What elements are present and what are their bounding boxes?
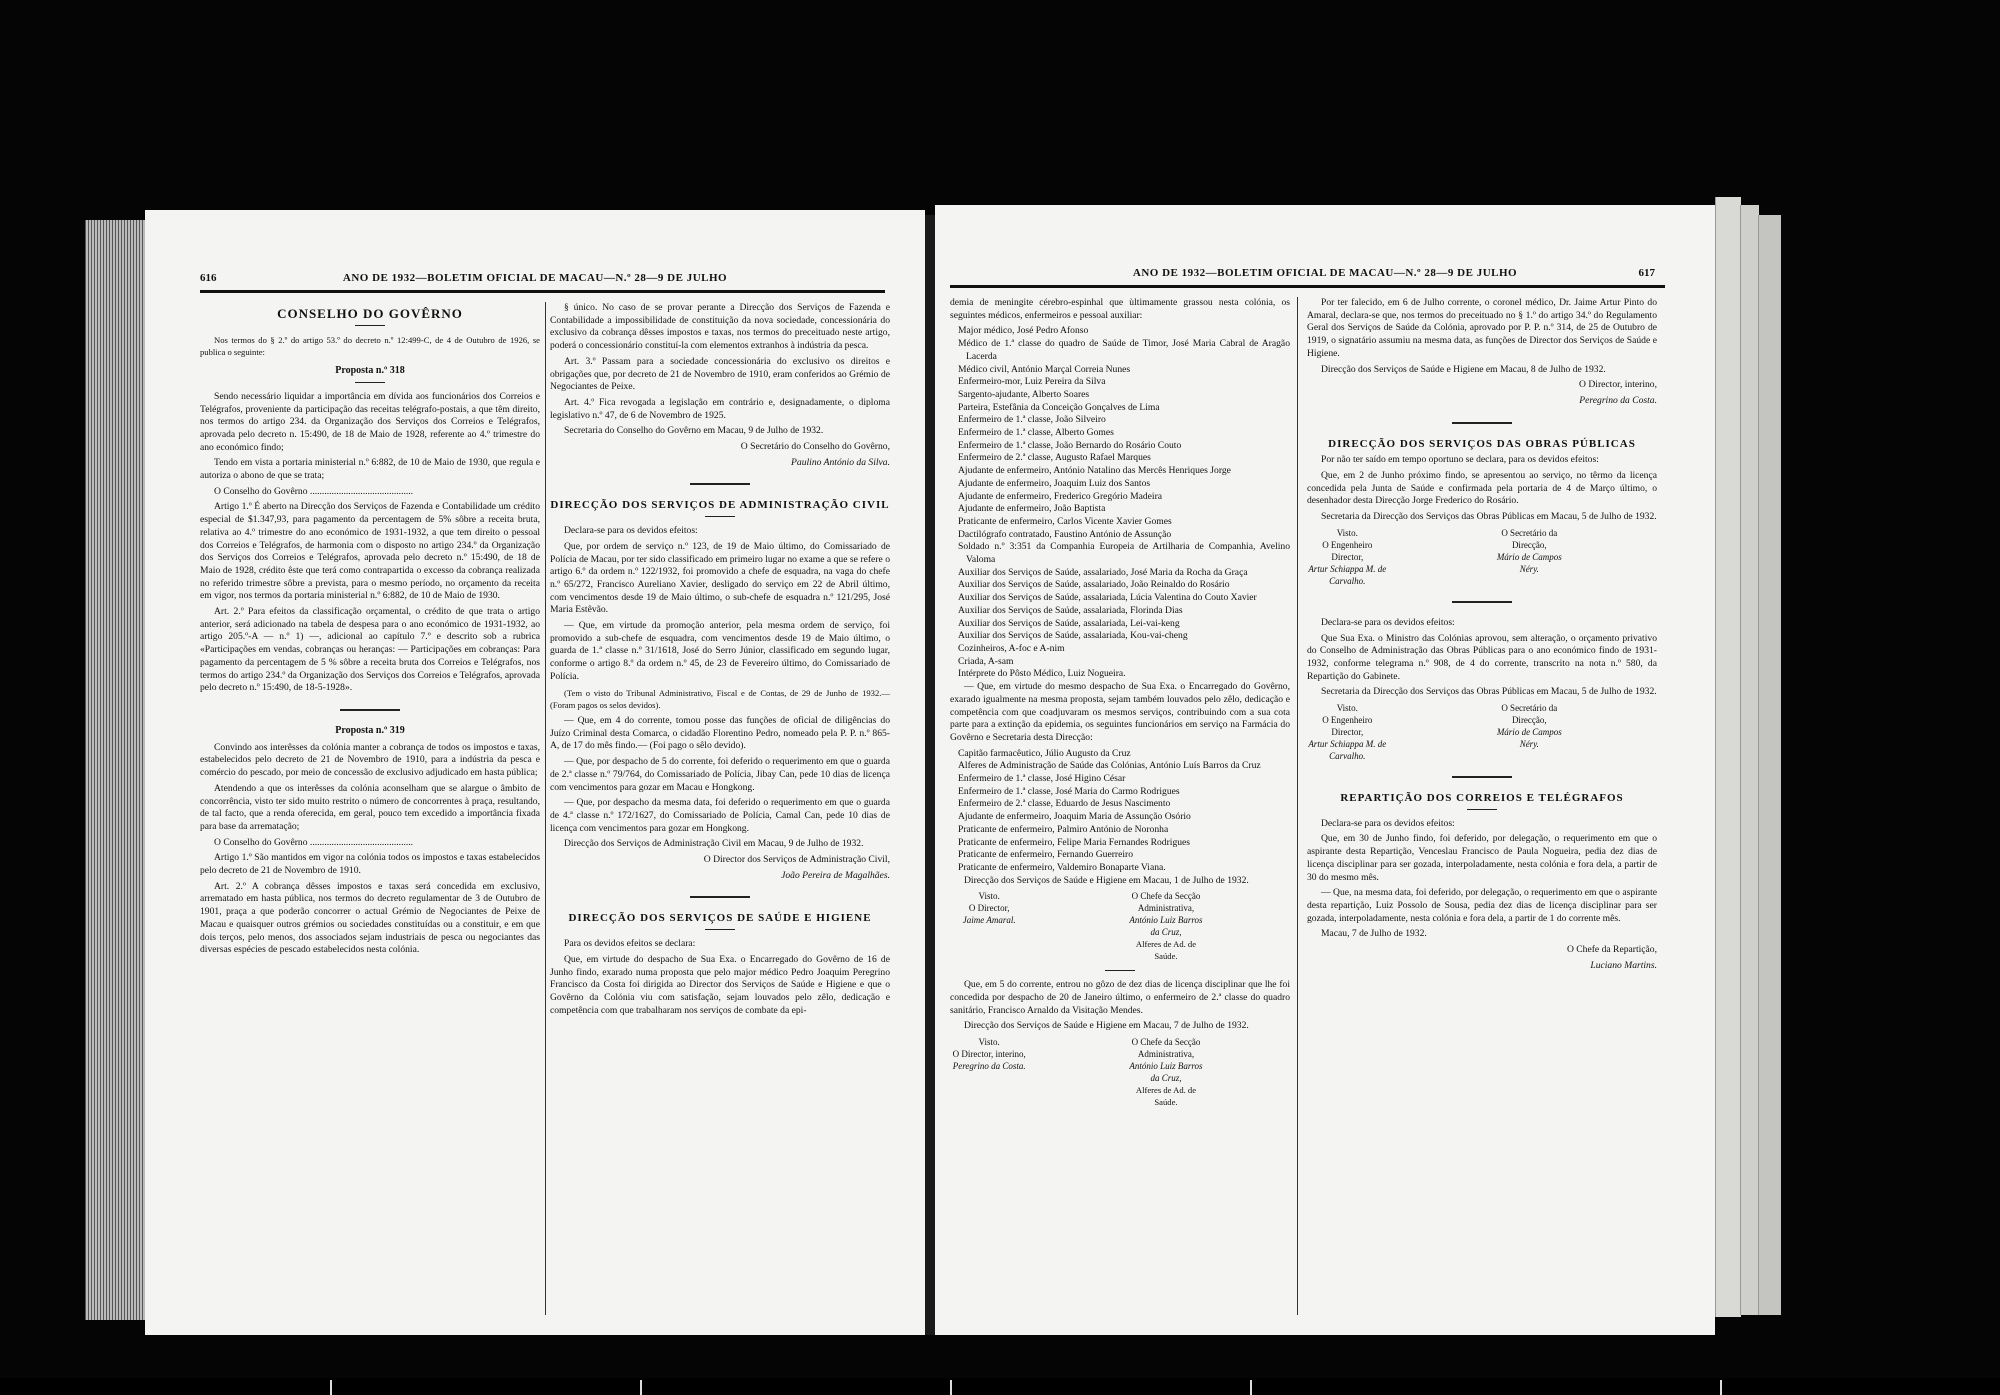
staff-entry: Soldado n.º 3:351 da Companhia Europeia de Artilharia de Companhia, Avelino Valoma [958, 541, 1290, 566]
staff-entry: Enfermeiro de 2.ª classe, Eduardo de Jesus Nascimento [958, 798, 1171, 810]
paragraph: Que, em 2 de Junho próximo findo, se apresentou ao serviço, no têrmo da licença concedida pela Junta de Saúde e confirmada pela portaria de 4 de Março último, o desenhador desta Direcção Jorge Frederico do Rosário. [1307, 470, 1657, 507]
staff-entry: Parteira, Estefânia da Conceição Gonçalves de Lima [958, 401, 1160, 413]
paragraph: Que, em 5 do corrente, entrou no gôzo de dez dias de licença disciplinar que lhe foi concedida por despacho de 20 de Janeiro último, o enfermeiro de 2.ª classe do quadro sanitário, Francisco Arnaldo da Visitação Mendes. [950, 979, 1290, 1016]
signature-role: O Secretário do Conselho do Govêrno, [740, 441, 890, 453]
staff-entry: Major médico, José Pedro Afonso [958, 325, 1089, 337]
signature-name: Mário de Campos Néry. [1496, 727, 1562, 750]
signature-role: O Director dos Serviços de Administração Civil, [703, 854, 890, 866]
page-number: 617 [1638, 267, 1655, 279]
right-page-header [935, 267, 1715, 281]
staff-entry: Enfermeiro de 1.ª classe, José Higino César [958, 773, 1126, 785]
staff-entry: Auxiliar dos Serviços de Saúde, assalariado, João Reinaldo do Rosário [958, 579, 1230, 591]
paragraph: demia de meningite cérebro-espinhal que ùltimamente grassou nesta colónia, os seguintes médicos, enfermeiros e pessoal auxiliar: [950, 297, 1290, 321]
staff-entry: Sargento-ajudante, Alberto Soares [958, 388, 1090, 400]
paragraph: Tendo em vista a portaria ministerial n.º 6:882, de 10 de Maio de 1930, que regula e autoriza o abono de que se trata; [200, 457, 540, 482]
signature-name: Peregrino da Costa. [952, 1061, 1026, 1072]
page-edge [1758, 215, 1781, 1315]
staff-entry: Ajudante de enfermeiro, Joaquim Luiz dos Santos [958, 477, 1151, 489]
right-page [935, 205, 1715, 1335]
signature-name: Luciano Martins. [1590, 959, 1657, 971]
signature-block [950, 1036, 1290, 1108]
left-page [145, 210, 925, 1335]
staff-entry: Auxiliar dos Serviços de Saúde, assalariada, Florinda Dias [958, 604, 1183, 616]
column-rule [1297, 297, 1298, 1315]
paragraph: Por não ter saído em tempo oportuno se declara, para os devidos efeitos: [1321, 454, 1599, 466]
signature-role: O Director, interino, [1579, 379, 1657, 391]
paragraph: — Que, por despacho da mesma data, foi deferido o requerimento em que o guarda de 4.ª classe n.º 172/1627, do Comissariado de Polícia, Camal Can, pede 10 dias de licença com vencimentos para gozar em Hongkong. [550, 797, 890, 834]
right-column-2 [1307, 297, 1657, 976]
section-title: DIRECÇÃO DOS SERVIÇOS DAS OBRAS PÚBLICAS [1328, 437, 1636, 450]
visto: Visto. [978, 1037, 1000, 1048]
scan-mark [1720, 1380, 1722, 1395]
page-edge [1715, 197, 1741, 1317]
visto: Visto. [1336, 527, 1358, 538]
divider [690, 896, 750, 898]
visto: Visto. [978, 891, 1000, 902]
divider [1467, 809, 1497, 810]
paragraph: Declara-se para os devidos efeitos: [1321, 616, 1455, 628]
divider [705, 929, 735, 930]
staff-entry: Alferes de Administração de Saúde das Colónias, António Luís Barros da Cruz [958, 760, 1261, 772]
paragraph: O Conselho do Govêrno ........................................... [214, 836, 414, 848]
paragraph: O Conselho do Govêrno ........................................... [214, 485, 414, 497]
signature-role: O Chefe da Repartição, [1566, 944, 1657, 956]
paragraph: Convindo aos interêsses da colónia manter a cobrança de todos os impostos e taxas, estabelecidos pelo decreto de 21 de Novembro de 1910, para a indústria da pesca e comércio do pescado, por meio de concessão de exclusivo adjudicado em hasta pública; [200, 741, 540, 779]
signature-rank: Alferes de Ad. de Saúde. [1135, 939, 1197, 962]
divider [1452, 422, 1512, 424]
paragraph: Que, em 30 de Junho findo, foi deferido, por delegação, o requerimento em que o aspirante desta Repartição, Venceslau Francisco de Paula Nogueira, pedia dez dias de licença disciplinar para ser gozada, interpoladamente, nesta colónia e fora dela, a partir de 30 do mesmo mês. [1307, 833, 1657, 883]
signature-role: O Engenheiro Director, [1322, 715, 1373, 738]
running-head: ANO DE 1932—BOLETIM OFICIAL DE MACAU—N.º 28—9 DE JULHO [342, 272, 728, 284]
paragraph: Art. 2.º A cobrança dêsses impostos e taxas será concedida em exclusivo, arrematado em hasta pública, nos termos do decreto regulamentar de 3 de Outubro de 1901, praça a que poderão concorrer o actual Grémio de Negociantes de Peixe de Macau e quaisquer outros grémios ou sociedades constituídas ou a constituir, e em que dois terços, pelo menos, dos associados sejam industriais de pesca ou negociantes das diversas espécies de pescado estabelecidos nesta colónia. [200, 880, 540, 956]
staff-entry: Enfermeiro de 1.ª classe, Alberto Gomes [958, 427, 1114, 439]
paragraph: Que, por ordem de serviço n.º 123, de 19 de Maio último, do Comissariado de Polícia de Macau, por ter sido classificado em primeiro lugar no exame a que se refere o artigo 6.º da ordem n.º 122/1932, foi promovido a chefe de esquadra, na vaga do chefe n.º 65/272, Francisco Aureliano Xavier, desligado do serviço em 22 de Abril último, com vencimentos desde 19 de Maio último, o sub-chefe de esquadra n.º 121/295, José Maria Estêvão. [550, 540, 890, 616]
running-head: ANO DE 1932—BOLETIM OFICIAL DE MACAU—N.º 28—9 DE JULHO [1132, 267, 1518, 279]
staff-entry: Criada, A-sam [958, 655, 1014, 667]
proposal-title: Proposta n.º 318 [335, 365, 405, 377]
visto: Visto. [1336, 703, 1358, 714]
staff-entry: Intérprete do Pôsto Médico, Luiz Nogueira. [958, 668, 1126, 680]
signature-role: O Chefe da Secção Administrativa, [1131, 891, 1201, 914]
scan-mark [1250, 1380, 1252, 1395]
left-column-2 [550, 302, 890, 1020]
signature-block [1307, 527, 1657, 587]
signature-name: António Luiz Barros da Cruz, [1129, 915, 1203, 938]
paragraph: — Que, em virtude do mesmo despacho de Sua Exa. o Encarregado do Govêrno, exarado igualmente na mesma proposta, sejam também louvados pelo zêlo, dedicação e competência com que coadjuvaram os mesmos serviços, contribuindo com a sua cota parte para a extinção da epidemia, os seguintes funcionários em serviço na Farmácia do Govêrno e Secretaria desta Direcção: [950, 681, 1290, 743]
staff-entry: Praticante de enfermeiro, Carlos Vicente Xavier Gomes [958, 515, 1172, 527]
left-page-stack [85, 220, 145, 1320]
staff-entry: Médico civil, António Marçal Correia Nunes [958, 363, 1131, 375]
staff-entry: Auxiliar dos Serviços de Saúde, assalariada, Lúcia Valentina do Couto Xavier [958, 592, 1257, 604]
staff-entry: Praticante de enfermeiro, Fernando Guerreiro [958, 849, 1134, 861]
staff-entry: Capitão farmacêutico, Júlio Augusto da Cruz [958, 747, 1131, 759]
staff-entry: Auxiliar dos Serviços de Saúde, assalariado, José Maria da Rocha da Graça [958, 566, 1248, 578]
divider [355, 382, 385, 383]
paragraph: — Que, em virtude da promoção anterior, pela mesma ordem de serviço, foi promovido a sub-chefe de esquadra, com vencimentos desde 19 de Maio último, o guarda de 1.ª classe n.º 31/1618, José do Serro Júnior, classificado em segundo lugar, conforme o artigo 8.º da ordem n.º 45, de 23 de Fevereiro último, do Comissariado de Polícia. [550, 620, 890, 682]
page-edge [1740, 205, 1759, 1315]
divider [705, 516, 735, 517]
paragraph: § único. No caso de se provar perante a Direcção dos Serviços de Fazenda e Contabilidade a impossibilidade de constituição da nova sociedade, concessionária do exclusivo da cobrança dêsses impostos e taxas, nos termos do preceituado neste artigo, poderá o concessionário constituí-la com elementos extranhos à indústria da pesca. [550, 302, 890, 352]
divider [1105, 970, 1135, 971]
scan-mark [640, 1380, 642, 1395]
divider [1452, 776, 1512, 778]
signature-name: Mário de Campos Néry. [1496, 551, 1562, 574]
staff-entry: Enfermeiro de 1.ª classe, João Silveiro [958, 414, 1106, 426]
paragraph: — Que, na mesma data, foi deferido, por delegação, o requerimento em que o aspirante desta repartição, Luiz Possolo de Sousa, pedia dez dias de licença disciplinar para ser gozada, interpoladamente, nesta colónia e fora dela, a partir de 1 do corrente mês. [1307, 887, 1657, 924]
signature-role: O Secretário da Direcção, [1501, 527, 1558, 550]
staff-entry: Ajudante de enfermeiro, António Natalino das Mercês Henriques Jorge [958, 465, 1231, 477]
signature-role: O Chefe da Secção Administrativa, [1131, 1037, 1201, 1060]
paragraph: Secretaria da Direcção dos Serviços das Obras Públicas em Macau, 5 de Julho de 1932. [1321, 686, 1657, 698]
paragraph: Secretaria do Conselho do Govêrno em Macau, 9 de Julho de 1932. [564, 425, 824, 437]
staff-entry: Ajudante de enfermeiro, Frederico Gregório Madeira [958, 490, 1163, 502]
paragraph: — Que, por despacho de 5 do corrente, foi deferido o requerimento em que o guarda de 2.ª classe n.º 79/764, do Comissariado de Polícia, Jibay Can, pede 10 dias de licença com vencimentos para gozar em Macau e Hongkong. [550, 756, 890, 793]
scan-mark [330, 1380, 332, 1395]
staff-entry: Auxiliar dos Serviços de Saúde, assalariada, Lei-vai-keng [958, 617, 1180, 629]
page-number: 616 [200, 272, 217, 284]
staff-entry: Cozinheiros, A-foc e A-nim [958, 642, 1065, 654]
left-column-1 [200, 302, 540, 960]
divider [690, 483, 750, 485]
signature-name: Peregrino da Costa. [1579, 394, 1657, 406]
paragraph: Atendendo a que os interêsses da colónia aconselham que se alargue o âmbito de concorrência, visto ter sido muito restrito o número de concorrentes à praça, resultando, de tal facto, que a renda oferecida, em geral, pouco tem excedido a importância fixada para base da arrematação; [200, 782, 540, 832]
paragraph: Declara-se para os devidos efeitos: [1321, 817, 1455, 829]
divider [1452, 601, 1512, 603]
left-page-header [145, 272, 925, 286]
paragraph: Que Sua Exa. o Ministro das Colónias aprovou, sem alteração, o orçamento privativo do Conselho de Administração das Obras Públicas para o ano económico findo de 1931-1932, conforme telegrama n.º 908, de 4 do corrente, transcrito na nota n.º 580, da Repartição do Gabinete. [1307, 632, 1657, 682]
signature-name: Artur Schiappa M. de Carvalho. [1308, 739, 1387, 762]
paragraph: Para os devidos efeitos se declara: [564, 938, 696, 950]
paragraph: Secretaria da Direcção dos Serviços das Obras Públicas em Macau, 5 de Julho de 1932. [1321, 511, 1657, 523]
divider [340, 709, 400, 711]
divider [355, 325, 385, 326]
staff-entry: Dactilógrafo contratado, Faustino António de Assunção [958, 528, 1172, 540]
signature-name: Artur Schiappa M. de Carvalho. [1308, 563, 1387, 586]
column-rule [545, 302, 546, 1315]
paragraph: Direcção dos Serviços de Administração Civil em Macau, 9 de Julho de 1932. [564, 838, 864, 850]
paragraph: Macau, 7 de Julho de 1932. [1321, 928, 1427, 940]
staff-entry: Ajudante de enfermeiro, Joaquim Maria de Assunção Osório [958, 811, 1191, 823]
paragraph: Direcção dos Serviços de Saúde e Higiene em Macau, 7 de Julho de 1932. [964, 1020, 1249, 1032]
paragraph: Direcção dos Serviços de Saúde e Higiene em Macau, 1 de Julho de 1932. [964, 874, 1249, 886]
signature-block [950, 890, 1290, 962]
signature-role: O Director, [968, 903, 1010, 914]
staff-entry: Praticante de enfermeiro, Felipe Maria Fernandes Rodrigues [958, 836, 1191, 848]
staff-entry: Auxiliar dos Serviços de Saúde, assalariada, Kou-vai-cheng [958, 630, 1188, 642]
paragraph: Artigo 1.º São mantidos em vigor na colónia todos os impostos e taxas estabelecidos pelo decreto de 21 de Novembro de 1910. [200, 852, 540, 877]
signature-name: António Luiz Barros da Cruz, [1129, 1061, 1203, 1084]
section-title: DIRECÇÃO DOS SERVIÇOS DE SAÚDE E HIGIENE [568, 912, 872, 925]
proposal-title: Proposta n.º 319 [335, 724, 405, 736]
signature-rank: Alferes de Ad. de Saúde. [1135, 1085, 1197, 1108]
signature-role: O Secretário da Direcção, [1501, 703, 1558, 726]
header-rule [950, 285, 1665, 288]
book-spine [925, 215, 935, 1335]
paragraph: Sendo necessário liquidar a importância em dívida aos funcionários dos Correios e Telégrafos, proveniente da participação das receitas telégrafo-postais, a que têm direito, nos termos do artigo 234. da Organização dos Serviços dos Correios e Telégrafos, aprovada pelo decreto n. 15:490, de 18 de Maio de 1928, referente ao 4.º trimestre do ano económico findo; [200, 390, 540, 453]
staff-list [950, 325, 1290, 681]
staff-entry: Ajudante de enfermeiro, João Baptista [958, 503, 1106, 515]
staff-entry: Enfermeiro-mor, Luiz Pereira da Silva [958, 376, 1106, 388]
signature-name: Jaime Amaral. [962, 915, 1016, 926]
staff-entry: Médico de 1.ª classe do quadro de Saúde de Timor, José Maria Cabral de Aragão Lacerda [958, 338, 1290, 362]
scan-bottom-strip [0, 1378, 2000, 1395]
scan-mark [950, 1380, 952, 1395]
signature-name: Paulino António da Silva. [791, 456, 890, 468]
paragraph: Por ter falecido, em 6 de Julho corrente, o coronel médico, Dr. Jaime Artur Pinto do Amaral, declara-se que, nos termos do preceituado no § 1.º do artigo 34.º do Regulamento Geral dos Serviços de Saúde da Colónia, aprovado por P. P. n.º 314, de 25 de Outubro de 1919, o signatário assumiu na mesma data, as funções de Director dos Serviços de Saúde e Higiene. [1307, 297, 1657, 359]
staff-entry: Praticante de enfermeiro, Valdemiro Bonaparte Viana. [958, 861, 1166, 873]
paragraph: Art. 3.º Passam para a sociedade concessionária do exclusivo os direitos e obrigações que, por decreto de 21 de Novembro de 1910, eram conferidos ao Grémio de Negociantes de Peixe. [550, 355, 890, 393]
signature-role: O Director, interino, [952, 1049, 1026, 1060]
signature-block [1307, 702, 1657, 762]
section-title: CONSELHO DO GOVÊRNO [277, 306, 463, 321]
staff-entry: Praticante de enfermeiro, Palmiro António de Noronha [958, 823, 1169, 835]
signature-name: João Pereira de Magalhães. [781, 869, 890, 881]
paragraph: — Que, em 4 do corrente, tomou posse das funções de oficial de diligências do Juízo Criminal desta Comarca, o cidadão Florentino Pedro, nomeado pela P. P. n.º 865-A, de 17 do mês findo.— (Foi pago o sêlo devido). [550, 714, 890, 752]
section-title: DIRECÇÃO DOS SERVIÇOS DE ADMINISTRAÇÃO CIVIL [550, 499, 890, 512]
open-book [85, 205, 1785, 1355]
signature-role: O Engenheiro Director, [1322, 539, 1373, 562]
section-title: REPARTIÇÃO DOS CORREIOS E TELÉGRAFOS [1340, 792, 1624, 805]
paragraph: Declara-se para os devidos efeitos: [564, 525, 698, 537]
staff-entry: Enfermeiro de 2.ª classe, Augusto Rafael Marques [958, 452, 1151, 464]
header-rule [200, 290, 885, 293]
staff-entry: Enfermeiro de 1.ª classe, José Maria do Carmo Rodrigues [958, 785, 1180, 797]
right-column-1 [950, 297, 1290, 1108]
staff-entry: Enfermeiro de 1.ª classe, João Bernardo do Rosário Couto [958, 439, 1182, 451]
paragraph: Direcção dos Serviços de Saúde e Higiene em Macau, 8 de Julho de 1932. [1321, 363, 1606, 375]
paragraph: Art. 2.º Para efeitos da classificação orçamental, o crédito de que trata o artigo anterior, será adicionado na tabela de despesa para o ano económico de 1931-1932, ao artigo 205.º-A — n.º 1) —, adicional ao capítulo 7.º e descrito sob a rubrica «Participações em vendas, cobranças ou heranças: — Participações em cobranças: Para pagamento da percentagem de 5 % sôbre a receita bruta dos Correios e Telégrafos, nos termos do artigo 234.º da Organização dos Serviços dos Correios e Telégrafos, aprovada pelo decreto n.º 15:490, de 18-5-1928». [200, 606, 540, 694]
intro-text: Nos termos do § 2.º do artigo 53.º do decreto n.º 12:499-C, de 4 de Outubro de 1926, se publica o seguinte: [200, 334, 540, 358]
paragraph: Art. 4.º Fica revogada a legislação em contrário e, designadamente, o diploma legislativo n.º 47, de 6 de Novembro de 1925. [550, 396, 890, 421]
paragraph: Artigo 1.º É aberto na Direcção dos Serviços de Fazenda e Contabilidade um crédito especial de $1.347,93, para pagamento da percentagem de 5% sôbre a receita bruta, relativa ao 4.º trimestre do ano económico de 1931-1932, a que tem direito o pessoal dos Correios e Telégrafos, de harmonia com o disposto no artigo 234.º da Organização dos Serviços dos Correios e Telégrafos, aprovada pelo decreto n.º 15:490, de 18 de Maio de 1928, crédito êste que terá como contrapartida o excesso da cobrança realizada no referido trimestre sôbre a prevista, para o mesmo período, no orçamento da receita em vigor, nos termos da portaria ministerial n.º 6:882, de 10 de Maio de 1930. [200, 501, 540, 602]
staff-list [950, 748, 1290, 875]
paragraph: Que, em virtude do despacho de Sua Exa. o Encarregado do Govêrno de 16 de Junho findo, exarado numa proposta que pelo major médico Pedro Joaquim Peregrino Francisco da Costa foi dirigida ao Director dos Serviços de Saúde e Higiene e que o Govêrno da Colónia viu com satisfação, sejam louvados pelo zêlo, dedicação e competência com que trabalharam nos serviços de combate da epi- [550, 953, 890, 1016]
paragraph: (Tem o visto do Tribunal Administrativo, Fiscal e de Contas, de 29 de Junho de 1932.—(Foram pagos os selos devidos). [550, 687, 890, 711]
